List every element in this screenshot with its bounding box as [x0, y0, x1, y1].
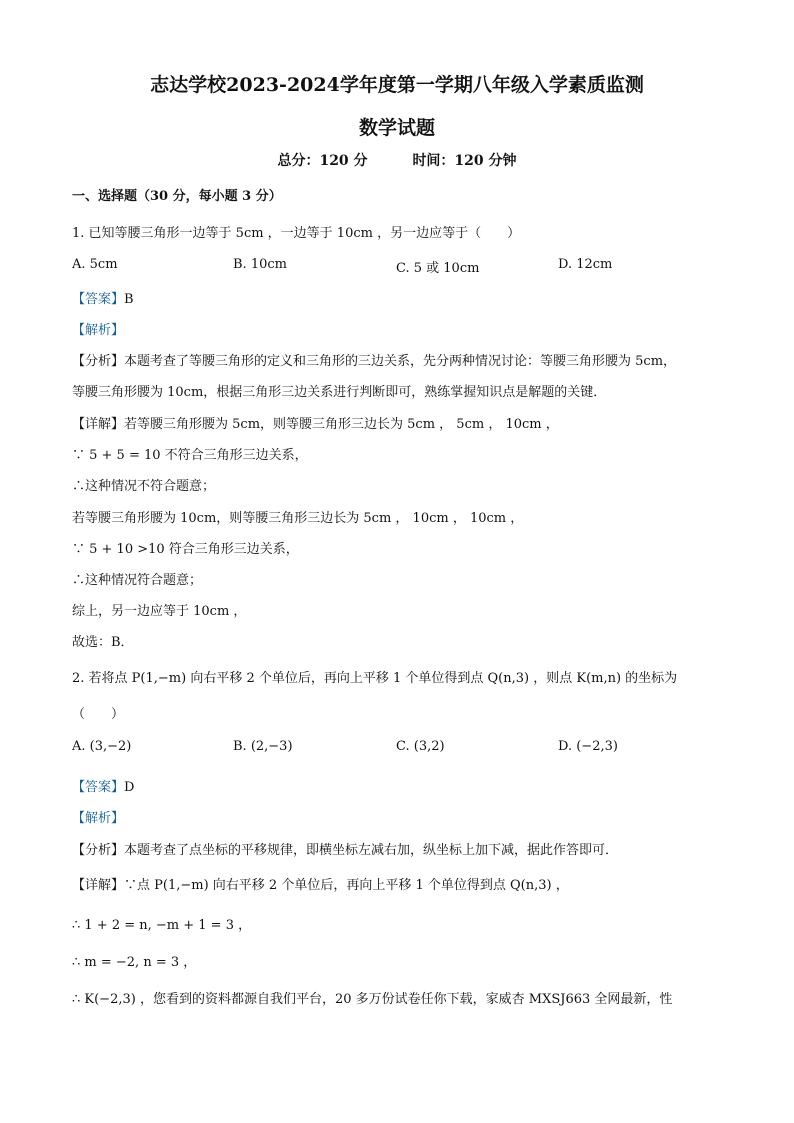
q1-option-a: A. 5cm — [72, 257, 118, 272]
fenxi-text: 本题考查了等腰三角形的定义和三角形的三边关系，先分两种情况讨论：等腰三角形腰为 5cm， — [124, 354, 677, 369]
fenxi-text: 本题考查了点坐标的平移规律，即横坐标左减右加，纵坐标上加下减，据此作答即可． — [124, 843, 619, 858]
q2-detail-1 — [72, 874, 569, 893]
q2-option-b: B. (2,−3) — [233, 739, 293, 754]
detail-text: 若等腰三角形腰为 5cm，则等腰三角形三边长为 5cm ， 5cm ， 10cm ， — [124, 417, 559, 432]
q1-detail-4: 若等腰三角形腰为 10cm，则等腰三角形三边长为 5cm ， 10cm ， 10cm ， — [72, 511, 524, 526]
answer-value: B — [124, 292, 134, 307]
exam-title: 志达学校2023-2024学年度第一学期八年级入学素质监测 — [150, 74, 644, 96]
q2-option-c: C. (3,2) — [396, 739, 445, 754]
q1-option-b: B. 10cm — [233, 257, 287, 272]
q2-stem-paren: （ ） — [72, 707, 125, 722]
q1-detail-2: ∵ 5 + 5 = 10 不符合三角形三边关系， — [72, 448, 308, 463]
q1-detail-5: ∵ 5 + 10 >10 符合三角形三边关系， — [72, 542, 299, 557]
q2-analysis-tag: 【解析】 — [72, 811, 125, 826]
fenxi-tag: 【分析】 — [72, 843, 125, 858]
q2-stem: 2. 若将点 P(1,−m) 向右平移 2 个单位后，再向上平移 1 个单位得到点 Q(n,3) ，则点 K(m,n) 的坐标为 — [72, 671, 678, 686]
q2-option-a: A. (3,−2) — [72, 739, 132, 754]
detail-text: ∵点 P(1,−m) 向右平移 2 个单位后，再向上平移 1 个单位得到点 Q(n,3) ， — [124, 878, 569, 893]
fenxi-tag: 【分析】 — [72, 354, 125, 369]
exam-meta — [0, 150, 794, 170]
xiangjie-tag: 【详解】 — [72, 417, 125, 432]
q2-detail-4: ∴ K(−2,3) ，您看到的资料都源自我们平台，20 多万份试卷任你下载，家威杏 MXSJ663 全网最新，性 — [72, 992, 673, 1007]
answer-tag: 【答案】 — [72, 292, 125, 307]
exam-subtitle: 数学试题 — [358, 117, 435, 139]
answer-tag: 【答案】 — [72, 780, 125, 795]
q1-option-d: D. 12cm — [558, 257, 613, 272]
q2-option-d: D. (−2,3) — [558, 739, 618, 754]
q2-detail-2: ∴ 1 + 2 = n, −m + 1 = 3 ， — [72, 918, 252, 933]
q1-fenxi — [72, 350, 676, 369]
q2-fenxi — [72, 839, 618, 858]
exam-time: 时间：120 分钟 — [412, 153, 517, 169]
q2-detail-3: ∴ m = −2, n = 3 ， — [72, 955, 197, 970]
q1-option-c: C. 5 或 10cm — [396, 261, 480, 276]
q1-analysis-tag: 【解析】 — [72, 323, 125, 338]
q1-fenxi-cont: 等腰三角形腰为 10cm，根据三角形三边关系进行判断即可，熟练掌握知识点是解题的关键． — [72, 385, 607, 400]
xiangjie-tag: 【详解】 — [72, 878, 125, 893]
q1-stem: 1. 已知等腰三角形一边等于 5cm ，一边等于 10cm ，另一边应等于（ ） — [72, 226, 521, 241]
section-heading: 一、选择题（30 分，每小题 3 分） — [72, 189, 282, 204]
q1-detail-6: ∴这种情况符合题意； — [72, 573, 203, 588]
q1-answer — [72, 288, 134, 307]
q2-answer — [72, 776, 134, 795]
q1-detail-3: ∴这种情况不符合题意； — [72, 479, 216, 494]
q1-detail-8: 故选：B． — [72, 635, 134, 650]
q1-detail-7: 综上，另一边应等于 10cm ， — [72, 604, 247, 619]
total-score: 总分：120 分 — [277, 153, 368, 169]
answer-value: D — [124, 780, 135, 795]
q1-detail-1 — [72, 413, 559, 432]
